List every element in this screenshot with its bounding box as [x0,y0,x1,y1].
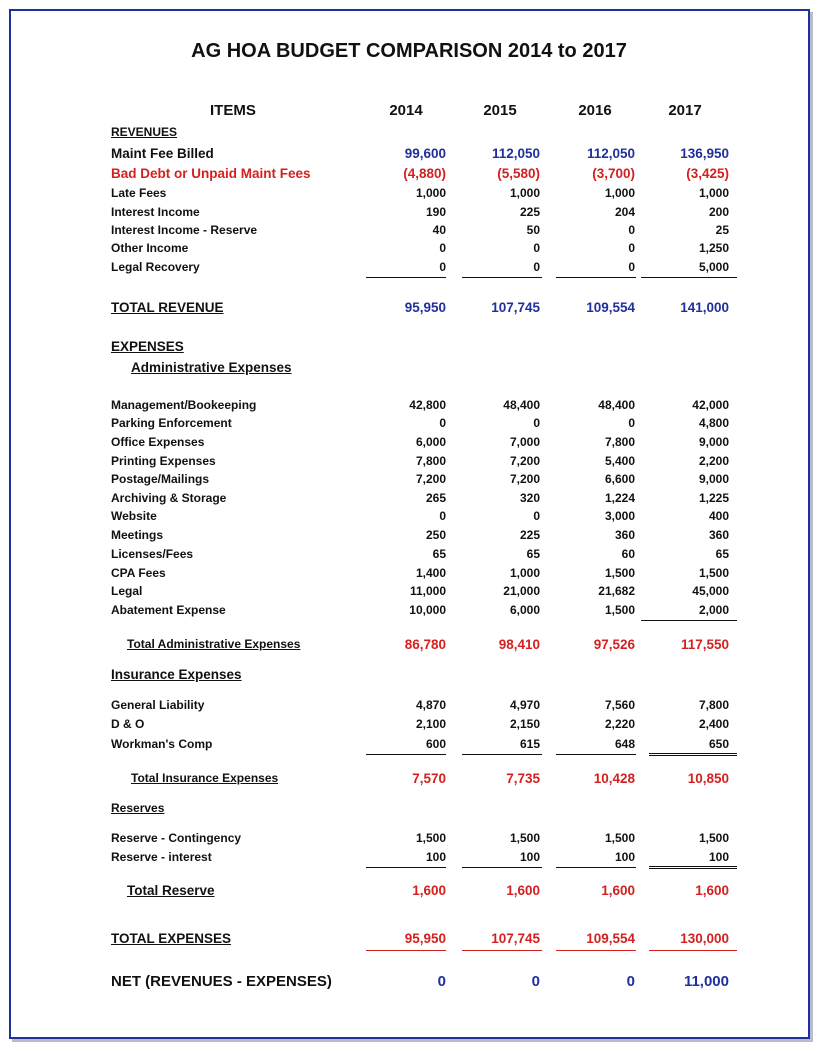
value-2016: 109,554 [586,300,635,315]
value-2014: 1,600 [412,883,446,898]
row-label: Licenses/Fees [111,547,194,561]
value-2015: 7,200 [509,472,540,486]
value-2014: 65 [432,547,446,561]
total-expenses-row [0,931,818,949]
row-label: General Liability [111,698,205,712]
row-label: Total Reserve [127,883,215,898]
value-2016: 3,000 [604,509,635,523]
row-label: Reserve - Contingency [111,831,242,845]
value-2015: 65 [526,547,540,561]
value-2015: 1,000 [509,186,540,200]
value-2015: 4,970 [509,698,540,712]
insurance-heading-row [0,667,818,685]
value-2014: 1,000 [415,186,446,200]
value-2017: 100 [708,850,729,864]
value-2017: 650 [708,737,729,751]
value-2015: 225 [519,528,540,542]
year-2014-header: 2014 [389,102,423,119]
row-label: Maint Fee Billed [111,146,214,161]
subtotal-rule [649,753,737,756]
row-label: Total Insurance Expenses [131,771,279,785]
value-2016: 1,600 [601,883,635,898]
row-label: Meetings [111,528,164,542]
value-2016: 648 [614,737,635,751]
value-2017: (3,425) [686,166,729,181]
row-label: Bad Debt or Unpaid Maint Fees [111,166,311,181]
row-label: Legal Recovery [111,260,200,274]
subtotal-rule [366,277,446,278]
reserves-heading-row [0,801,818,819]
value-2017: 141,000 [680,300,729,315]
value-2016: 1,000 [604,186,635,200]
value-2016: 48,400 [598,398,635,412]
value-2016: 0 [628,416,635,430]
value-2017: 200 [708,205,729,219]
subtotal-rule [366,754,446,755]
value-2017: 1,500 [698,566,729,580]
table-row [0,398,818,416]
value-2014: 0 [439,260,446,274]
subtotal-rule [366,867,446,868]
subtotal-rule [462,754,542,755]
value-2017: 9,000 [698,472,729,486]
value-2016: 112,050 [586,146,635,161]
value-2014: 11,000 [409,584,446,598]
value-2015: 2,150 [509,717,540,731]
value-2016: 1,500 [604,566,635,580]
value-2017: 1,500 [698,831,729,845]
items-header: ITEMS [210,102,256,119]
value-2015: 100 [519,850,540,864]
expenses-heading: EXPENSES [111,339,184,354]
year-2016-header: 2016 [578,102,612,119]
column-header-row [0,102,818,120]
value-2016: 360 [614,528,635,542]
table-row [0,566,818,584]
value-2014: 95,950 [404,300,446,315]
value-2016: 7,560 [604,698,635,712]
value-2015: 0 [531,973,540,990]
table-row [0,260,818,278]
row-label: Late Fees [111,186,167,200]
value-2015: 1,000 [509,566,540,580]
value-2015: 107,745 [491,300,540,315]
value-2017: 360 [708,528,729,542]
subtotal-rule [556,277,636,278]
value-2015: 7,200 [509,454,540,468]
admin-expenses-heading: Administrative Expenses [131,360,292,375]
value-2017: 10,850 [687,771,729,786]
value-2017: 1,600 [695,883,729,898]
value-2014: 2,100 [415,717,446,731]
value-2015: 6,000 [509,603,540,617]
year-2017-header: 2017 [668,102,702,119]
total-rule [366,950,446,951]
value-2017: 130,000 [680,931,729,946]
table-row [0,205,818,223]
year-2015-header: 2015 [483,102,517,119]
row-label: Postage/Mailings [111,472,210,486]
table-row [0,435,818,453]
value-2016: 0 [626,973,635,990]
row-label: Website [111,509,157,523]
value-2016: 109,554 [586,931,635,946]
revenues-heading: REVENUES [111,125,178,139]
table-row [0,472,818,490]
row-label: Total Administrative Expenses [127,637,301,651]
total-insurance-row [0,771,818,789]
total-rule [556,950,636,951]
value-2017: 65 [715,547,729,561]
value-2015: 48,400 [503,398,540,412]
value-2015: 615 [519,737,540,751]
value-2016: 1,500 [604,831,635,845]
net-row [0,973,818,991]
revenues-heading-row [0,125,818,143]
value-2016: 100 [614,850,635,864]
value-2017: 2,000 [698,603,729,617]
value-2016: 21,682 [598,584,635,598]
value-2015: 50 [526,223,540,237]
value-2016: 0 [628,260,635,274]
value-2016: 10,428 [593,771,635,786]
value-2014: 10,000 [409,603,446,617]
row-label: Management/Bookeeping [111,398,257,412]
value-2014: 0 [437,973,446,990]
value-2015: 1,500 [509,831,540,845]
value-2017: 2,200 [698,454,729,468]
value-2014: 42,800 [409,398,446,412]
value-2016: 0 [628,223,635,237]
value-2015: (5,580) [497,166,540,181]
row-label: Workman's Comp [111,737,213,751]
value-2015: 7,735 [506,771,540,786]
value-2016: 97,526 [593,637,635,652]
value-2017: 1,250 [698,241,729,255]
value-2015: 98,410 [498,637,540,652]
value-2017: 25 [715,223,729,237]
value-2017: 136,950 [680,146,729,161]
table-row [0,491,818,509]
value-2014: 6,000 [415,435,446,449]
value-2014: 7,570 [412,771,446,786]
value-2017: 45,000 [692,584,729,598]
value-2017: 7,800 [698,698,729,712]
value-2014: 0 [439,241,446,255]
table-row [0,223,818,241]
subtotal-rule [556,754,636,755]
insurance-expenses-heading: Insurance Expenses [111,667,242,682]
total-reserve-row [0,883,818,901]
value-2014: 99,600 [404,146,446,161]
reserves-heading: Reserves [111,801,165,815]
expenses-heading-row [0,339,818,357]
value-2014: 1,500 [415,831,446,845]
table-row [0,454,818,472]
value-2015: 107,745 [491,931,540,946]
total-admin-row [0,637,818,655]
row-label: Reserve - interest [111,850,212,864]
page-title: AG HOA BUDGET COMPARISON 2014 to 2017 [191,40,627,62]
table-row [0,241,818,259]
value-2015: 21,000 [503,584,540,598]
value-2015: 0 [533,260,540,274]
table-row [0,717,818,735]
value-2017: 9,000 [698,435,729,449]
table-row [0,166,818,184]
value-2016: 6,600 [604,472,635,486]
value-2014: 0 [439,509,446,523]
value-2014: 95,950 [404,931,446,946]
value-2014: 40 [432,223,446,237]
subtotal-rule [649,866,737,869]
row-label: Parking Enforcement [111,416,232,430]
table-row [0,603,818,621]
value-2014: 190 [425,205,446,219]
value-2014: 7,800 [415,454,446,468]
table-row [0,584,818,602]
table-row [0,547,818,565]
row-label: Abatement Expense [111,603,226,617]
row-label: Office Expenses [111,435,205,449]
value-2016: 60 [621,547,635,561]
value-2014: 0 [439,416,446,430]
value-2017: 1,000 [698,186,729,200]
value-2017: 117,550 [680,637,729,652]
total-rule [462,950,542,951]
value-2017: 1,225 [698,491,729,505]
value-2014: 4,870 [415,698,446,712]
admin-heading-row [0,360,818,378]
row-label: Archiving & Storage [111,491,227,505]
value-2014: 7,200 [415,472,446,486]
row-label: CPA Fees [111,566,166,580]
row-label: Interest Income [111,205,200,219]
table-row [0,698,818,716]
value-2017: 400 [708,509,729,523]
value-2015: 1,600 [506,883,540,898]
value-2014: 86,780 [404,637,446,652]
value-2014: 250 [425,528,446,542]
value-2015: 112,050 [491,146,540,161]
value-2016: 0 [628,241,635,255]
value-2015: 0 [533,416,540,430]
table-row [0,831,818,849]
value-2017: 5,000 [698,260,729,274]
value-2017: 11,000 [683,973,729,990]
row-label: TOTAL EXPENSES [111,931,232,946]
value-2016: (3,700) [592,166,635,181]
row-label: Legal [111,584,143,598]
row-label: Other Income [111,241,189,255]
value-2015: 320 [519,491,540,505]
subtotal-rule [641,620,737,621]
value-2015: 0 [533,509,540,523]
value-2016: 204 [614,205,635,219]
value-2016: 7,800 [604,435,635,449]
table-row [0,146,818,164]
table-row [0,528,818,546]
value-2016: 1,500 [604,603,635,617]
table-row [0,509,818,527]
value-2016: 1,224 [604,491,635,505]
value-2016: 2,220 [604,717,635,731]
value-2017: 2,400 [698,717,729,731]
value-2016: 5,400 [604,454,635,468]
value-2015: 7,000 [509,435,540,449]
subtotal-rule [556,867,636,868]
value-2014: 100 [425,850,446,864]
value-2014: 1,400 [415,566,446,580]
table-row [0,416,818,434]
row-label: D & O [111,717,145,731]
total-revenue-row [0,300,818,318]
subtotal-rule [462,867,542,868]
subtotal-rule [641,277,737,278]
row-label: Printing Expenses [111,454,216,468]
value-2014: 600 [425,737,446,751]
value-2015: 225 [519,205,540,219]
value-2015: 0 [533,241,540,255]
value-2014: 265 [425,491,446,505]
value-2017: 42,000 [692,398,729,412]
table-row [0,186,818,204]
row-label: NET (REVENUES - EXPENSES) [111,973,332,990]
value-2017: 4,800 [698,416,729,430]
row-label: TOTAL REVENUE [111,300,224,315]
subtotal-rule [462,277,542,278]
row-label: Interest Income - Reserve [111,223,258,237]
total-rule [649,950,737,951]
value-2014: (4,880) [403,166,446,181]
